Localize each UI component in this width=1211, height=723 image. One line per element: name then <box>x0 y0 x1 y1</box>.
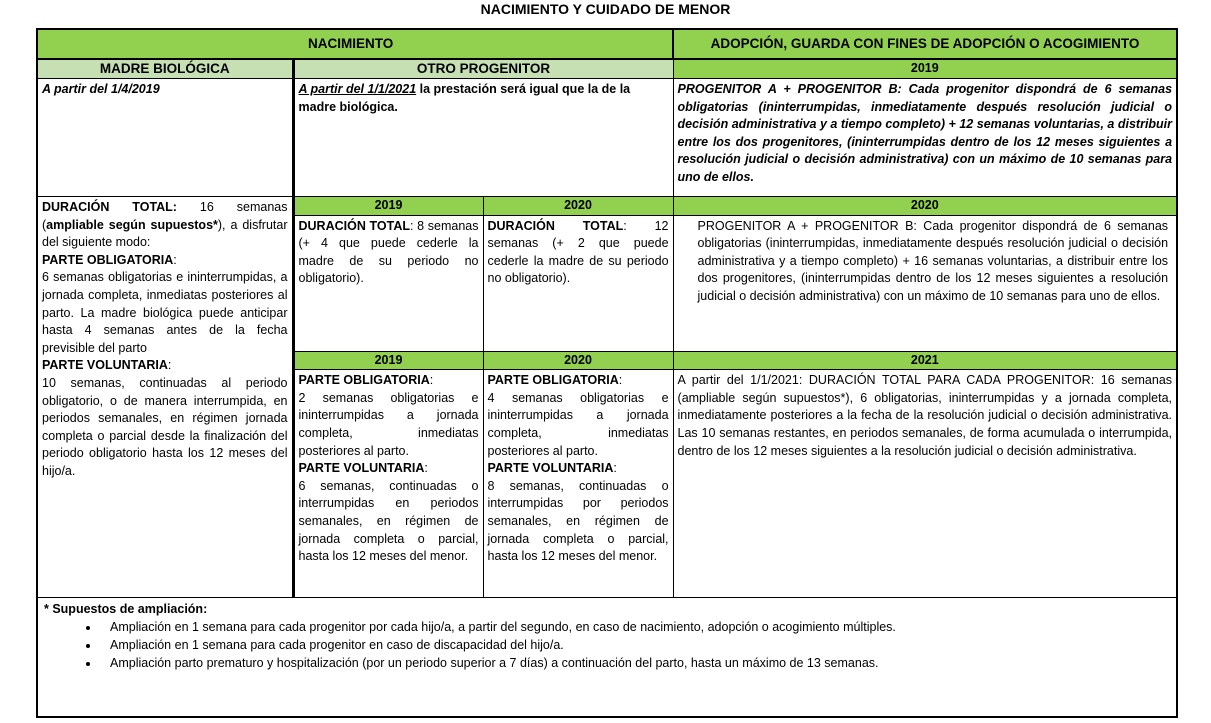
footnote-label: * Supuestos de ampliación: <box>44 602 208 617</box>
madre-start-date: A partir del 1/4/2019 <box>37 79 293 197</box>
header-adopcion: ADOPCIÓN, GUARDA CON FINES DE ADOPCIÓN O ACOGIMIENTO <box>673 29 1177 59</box>
otro-2019-partes: PARTE OBLIGATORIA: 2 semanas obligatorias e ininterrumpidas a jornada completa, inmediatas posteriores al parto. PARTE VOLUNTARIA: 6 semanas, continuadas o interrumpidas en periodos semanales, en régimen de jornada completa o parcial, hasta los 12 meses del menor. <box>293 370 483 598</box>
otro-2020-duracion-label: DURACIÓN TOTAL <box>487 218 624 233</box>
otro-2019-voluntaria-label: PARTE VOLUNTARIA <box>298 461 425 476</box>
otro-progenitor-note-text: la prestación será igual que la de la madre biológica. <box>298 82 631 114</box>
otro-year-2020-a: 2020 <box>483 197 673 216</box>
madre-obligatoria-label: PARTE OBLIGATORIA <box>42 252 174 267</box>
adopcion-2019-text: PROGENITOR A + PROGENITOR B: Cada progenitor dispondrá de 6 semanas obligatorias (ininterrumpidas, inmediatamente después resolución judicial o decisión administrativa y a tiempo completo) + 12 semanas voluntarias, a distribuir entre los dos progenitores, (ininterrumpidas dentro de los 12 meses siguientes a resolución judicial o decisión administrativa) con un máximo de 10 semanas para uno de ellos. <box>673 79 1177 197</box>
header-madre-biologica: MADRE BIOLÓGICA <box>37 59 293 79</box>
otro-2020-voluntaria-label: PARTE VOLUNTARIA <box>487 461 614 476</box>
otro-2019-duracion <box>293 215 483 351</box>
otro-2019-obligatoria-label: PARTE OBLIGATORIA <box>298 373 430 388</box>
header-otro-progenitor: OTRO PROGENITOR <box>293 59 673 79</box>
adopcion-2020-text: PROGENITOR A + PROGENITOR B: Cada progenitor dispondrá de 6 semanas obligatorias (ininterrumpidas, inmediatamente después resolución judicial o decisión administrativa y a tiempo completo) + 16 semanas voluntarias, a distribuir entre los dos progenitores, (ininterrumpidas dentro de los 12 meses siguientes a resolución judicial o decisión administrativa) con un máximo de 10 semanas para uno de ellos. <box>673 215 1177 351</box>
header-adopcion-2019: 2019 <box>673 59 1177 79</box>
page-title: NACIMIENTO Y CUIDADO DE MENOR <box>480 1 731 17</box>
otro-2020-duracion <box>483 215 673 351</box>
adopcion-year-2021: 2021 <box>673 351 1177 370</box>
madre-ampliable: ampliable según supuestos* <box>46 217 218 232</box>
otro-year-2019-b: 2019 <box>293 351 483 370</box>
footnote-item: • Ampliación en 1 semana para cada progenitor en caso de discapacidad del hijo/a. <box>100 636 1170 654</box>
madre-obligatoria-text: 6 semanas obligatorias e ininterrumpidas, a jornada completa, inmediatas posteriores al parto. La madre biológica puede anticipar hasta 4 semanas antes de la fecha previsible del parto <box>42 270 288 355</box>
otro-2019-duracion-label: DURACIÓN TOTAL <box>298 218 411 233</box>
otro-2020-voluntaria-text: 8 semanas, continuadas o interrumpidas por periodos semanales, en régimen de jornada completa o parcial, hasta los 12 meses del menor. <box>487 478 669 564</box>
otro-2020-obligatoria-label: PARTE OBLIGATORIA <box>487 373 619 388</box>
otro-2020-duracion-text: : 12 semanas (+ 2 que puede cederle la madre de su periodo no obligatorio). <box>487 218 669 286</box>
footnote-item: • Ampliación parto prematuro y hospitalización (por un periodo superior a 7 días) a continuación del parto, hasta un máximo de 13 semanas. <box>100 654 1170 672</box>
otro-2019-duracion-text: : 8 semanas (+ 4 que puede cederle la madre de su periodo no obligatorio). <box>298 218 479 286</box>
otro-year-2020-b: 2020 <box>483 351 673 370</box>
madre-duracion-value: 16 semanas ( <box>42 200 288 232</box>
benefits-table <box>36 28 1178 718</box>
otro-progenitor-2021-note <box>293 79 673 197</box>
madre-biologica-details: DURACIÓN TOTAL: 16 semanas (ampliable según supuestos*), a disfrutar del siguiente modo: PARTE OBLIGATORIA: 6 semanas obligatorias e ininterrumpidas, a jornada completa, inmediatas posteriores al parto. La madre biológica puede anticipar hasta 4 semanas antes de la fecha previsible del parto PARTE VOLUNTARIA: 10 semanas, continuadas al periodo obligatorio, o de manera interrumpida, en periodos semanales, en régimen jornada completa o parcial desde la finalización del periodo obligatorio hasta los 12 meses del hijo/a. <box>37 197 293 598</box>
footnote-item: • Ampliación en 1 semana para cada progenitor por cada hijo/a, a partir del segundo, en caso de nacimiento, adopción o acogimiento múltiples. <box>100 618 1170 636</box>
header-nacimiento: NACIMIENTO <box>37 29 673 59</box>
footnote-ampliacion <box>37 598 1177 717</box>
adopcion-year-2020: 2020 <box>673 197 1177 216</box>
madre-duracion-tail: ), a disfrutar del siguiente modo: <box>42 217 288 250</box>
otro-progenitor-date: A partir del 1/1/2021 <box>298 82 417 96</box>
otro-2020-partes: PARTE OBLIGATORIA: 4 semanas obligatorias e ininterrumpidas a jornada completa, inmediatas posteriores al parto. PARTE VOLUNTARIA: 8 semanas, continuadas o interrumpidas por periodos semanales, en régimen de jornada completa o parcial, hasta los 12 meses del menor. <box>483 370 673 598</box>
otro-2019-obligatoria-text: 2 semanas obligatorias e ininterrumpidas a jornada completa, inmediatas posteriores al parto. <box>298 390 479 458</box>
otro-2019-voluntaria-text: 6 semanas, continuadas o interrumpidas en periodos semanales, en régimen de jornada completa o parcial, hasta los 12 meses del menor. <box>298 478 479 564</box>
madre-voluntaria-label: PARTE VOLUNTARIA <box>42 358 168 373</box>
adopcion-2021-text: A partir del 1/1/2021: DURACIÓN TOTAL PARA CADA PROGENITOR: 16 semanas (ampliable según supuestos*), 6 obligatorias, ininterrumpidas y a jornada completa, inmediatamente posteriores a la fecha de la resolución judicial o decisión administrativa. Las 10 semanas restantes, en periodos semanales, de forma acumulada o interrumpida, dentro de los 12 meses siguientes a la resolución judicial o decisión administrativa. <box>673 370 1177 598</box>
footnote-list <box>44 618 1170 672</box>
otro-year-2019-a: 2019 <box>293 197 483 216</box>
madre-voluntaria-text: 10 semanas, continuadas al periodo obligatorio, o de manera interrumpida, en periodos semanales, en régimen jornada completa o parcial desde la finalización del periodo obligatorio hasta los 12 meses del hijo/a. <box>42 375 288 478</box>
otro-2020-obligatoria-text: 4 semanas obligatorias e ininterrumpidas a jornada completa, inmediatas posteriores al parto. <box>487 390 669 458</box>
madre-duracion-label: DURACIÓN TOTAL: <box>42 200 177 214</box>
